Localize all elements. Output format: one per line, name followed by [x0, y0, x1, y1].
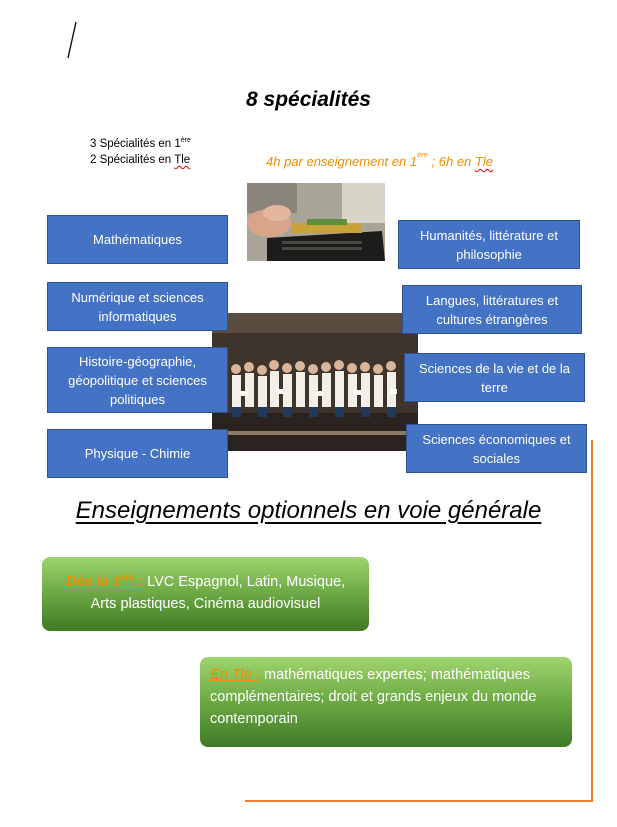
specialty-box-svt: Sciences de la vie et de la terre: [404, 353, 585, 402]
cursor-stroke: [66, 20, 78, 60]
specialty-box-llce: Langues, littératures et cultures étrangères: [402, 285, 582, 334]
frame-border-right: [591, 440, 593, 802]
options-tle-lead: En Tle :: [210, 667, 260, 683]
page-title: 8 spécialités: [246, 88, 371, 111]
count-tle: 2 Spécialités en Tle: [90, 153, 191, 166]
options-tle-text: mathématiques expertes; mathématiques complémentaires; droit et grands enjeux du monde contemporain: [210, 667, 537, 727]
calculator-photo: [247, 183, 385, 261]
frame-border-bottom: [245, 800, 593, 802]
count-1ere: 3 Spécialités en 1ère: [90, 137, 191, 150]
hours-note: 4h par enseignement en 1ère ; 6h en Tle: [266, 150, 493, 169]
options-1ere-lead: Dès la 1ère :: [65, 572, 144, 590]
options-1ere-text: LVC Espagnol, Latin, Musique, Arts plastiques, Cinéma audiovisuel: [90, 573, 346, 612]
specialty-box-nsi: Numérique et sciences informatiques: [47, 282, 228, 331]
specialty-box-ses: Sciences économiques et sociales: [406, 424, 587, 473]
specialty-box-physique-chimie: Physique - Chimie: [47, 429, 228, 478]
specialty-box-mathematiques: Mathématiques: [47, 215, 228, 264]
specialty-box-hlp: Humanités, littérature et philosophie: [398, 220, 580, 269]
optional-heading: Enseignements optionnels en voie générale: [75, 497, 542, 524]
options-1ere-box: [42, 557, 369, 631]
options-tle-box: [200, 657, 572, 747]
students-group-photo: [212, 313, 418, 451]
specialty-counts: [90, 133, 191, 168]
specialty-box-hggsp: Histoire-géographie, géopolitique et sciences politiques: [47, 347, 228, 413]
